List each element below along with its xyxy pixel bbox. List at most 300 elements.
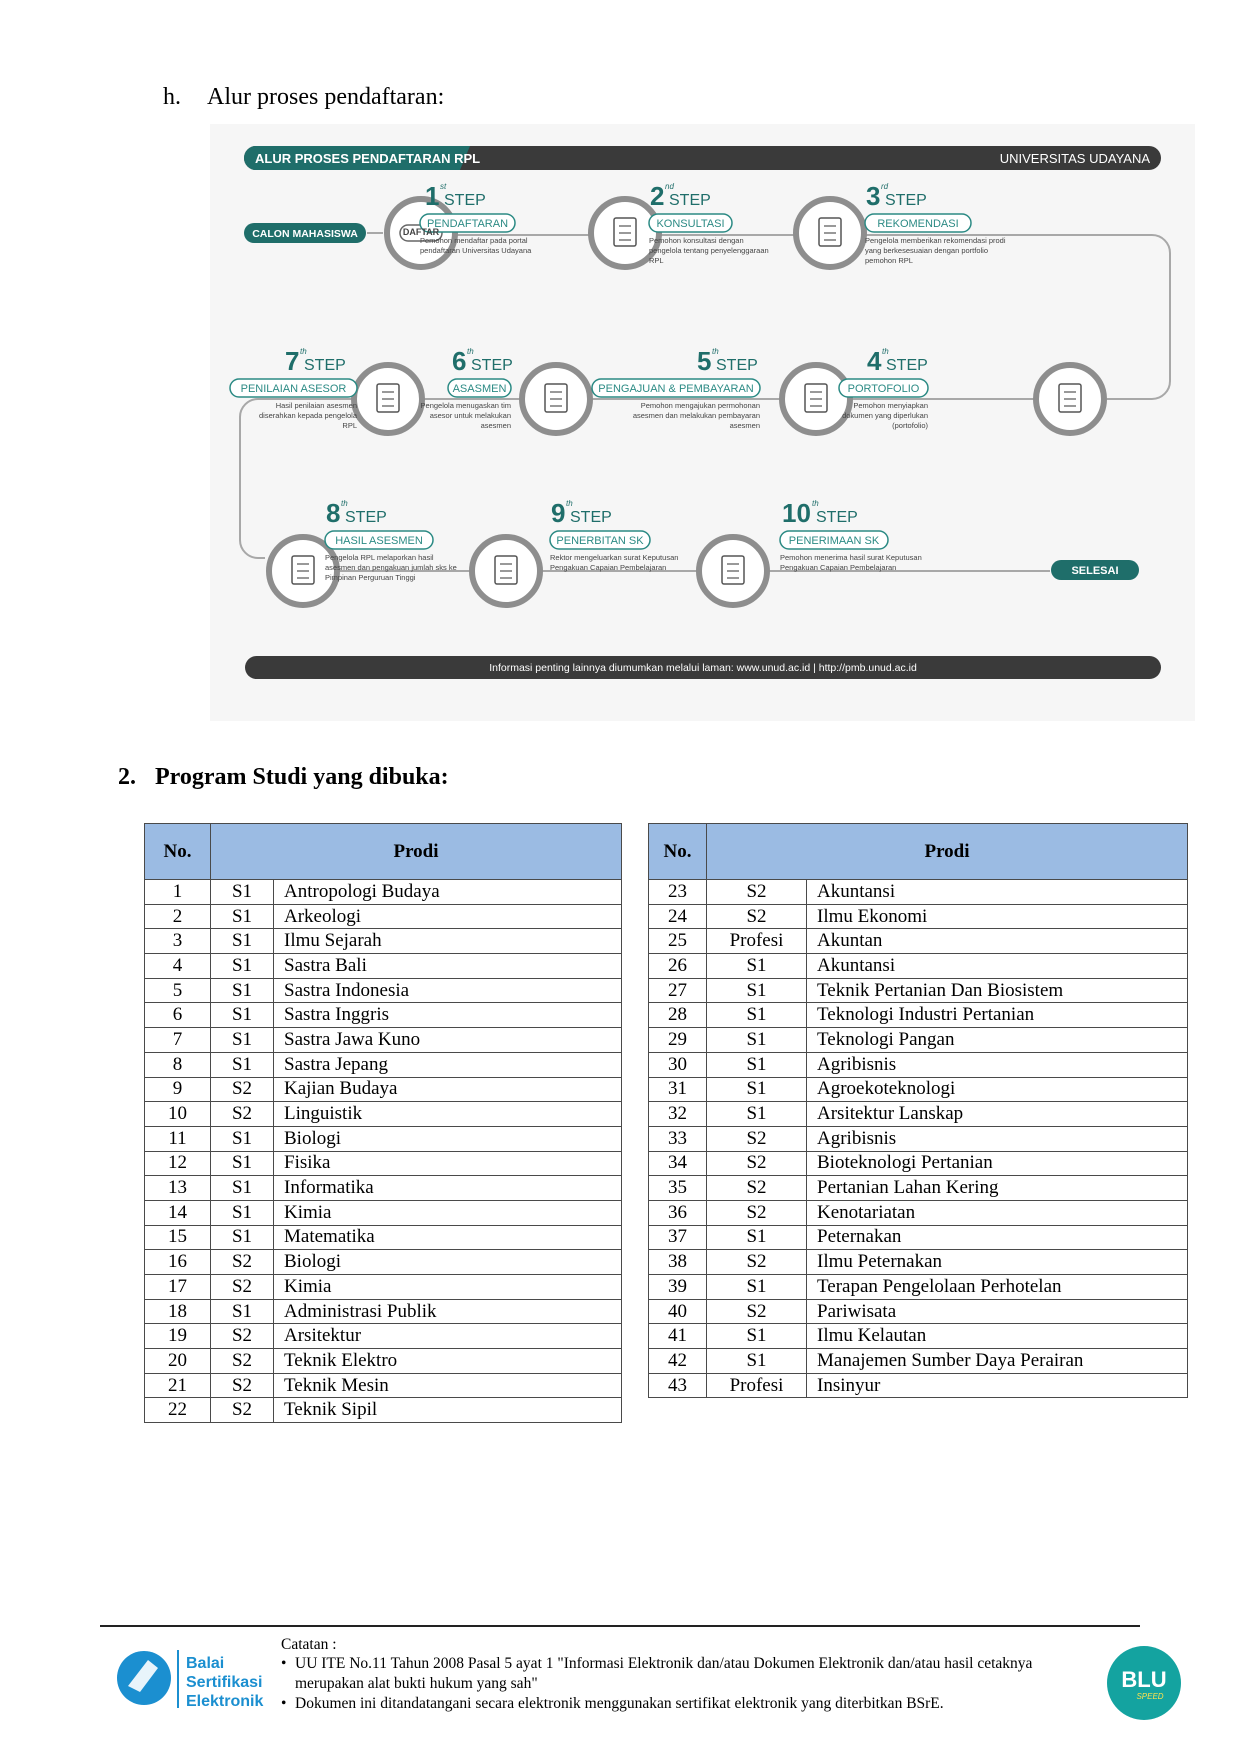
table-row bbox=[649, 1077, 1188, 1102]
footer-divider bbox=[100, 1625, 1140, 1627]
cell-level: S1 bbox=[211, 880, 274, 905]
table-row bbox=[649, 880, 1188, 905]
cell-no: 20 bbox=[145, 1349, 211, 1374]
prodi-table-right bbox=[648, 823, 1188, 1398]
step-number: 3 bbox=[866, 181, 881, 211]
cell-prodi: Terapan Pengelolaan Perhotelan bbox=[807, 1275, 1188, 1300]
step-description-line: asesmen bbox=[729, 421, 760, 430]
cell-no: 5 bbox=[145, 978, 211, 1003]
cell-level: S2 bbox=[707, 1200, 807, 1225]
table-body-right bbox=[649, 880, 1188, 1398]
cell-level: S2 bbox=[211, 1077, 274, 1102]
column-header-no: No. bbox=[145, 824, 211, 880]
step-4-circle-icon bbox=[1036, 365, 1104, 433]
cell-no: 11 bbox=[145, 1126, 211, 1151]
step-description-line: Pemohon menyiapkan bbox=[853, 401, 928, 410]
step-word: STEP bbox=[444, 192, 486, 209]
cell-level: S2 bbox=[707, 1126, 807, 1151]
cell-level: S1 bbox=[707, 978, 807, 1003]
cell-no: 4 bbox=[145, 954, 211, 979]
bullet-icon: • bbox=[281, 1695, 287, 1712]
step-word: STEP bbox=[885, 192, 927, 209]
step-description-line: asesmen bbox=[480, 421, 511, 430]
cell-no: 43 bbox=[649, 1373, 707, 1398]
document-icon bbox=[545, 384, 567, 412]
cell-level: S2 bbox=[707, 1299, 807, 1324]
cell-no: 40 bbox=[649, 1299, 707, 1324]
step-3-label bbox=[865, 181, 1006, 265]
cell-level: S1 bbox=[211, 904, 274, 929]
table-row bbox=[145, 1200, 622, 1225]
cell-no: 38 bbox=[649, 1250, 707, 1275]
cell-no: 7 bbox=[145, 1028, 211, 1053]
column-header-prodi: Prodi bbox=[211, 824, 622, 880]
table-row bbox=[145, 1225, 622, 1250]
table-row bbox=[145, 1102, 622, 1127]
table-row bbox=[649, 1176, 1188, 1201]
cell-no: 37 bbox=[649, 1225, 707, 1250]
table-row bbox=[649, 1299, 1188, 1324]
cell-level: S1 bbox=[707, 1003, 807, 1028]
section-2-number: 2. bbox=[118, 764, 136, 790]
cell-no: 3 bbox=[145, 929, 211, 954]
step-description-line: asesmen dan pengakuan jumlah sks ke bbox=[325, 563, 457, 572]
cell-prodi: Fisika bbox=[274, 1151, 622, 1176]
table-row bbox=[649, 1102, 1188, 1127]
footer-note-item bbox=[281, 1694, 1101, 1714]
cell-level: S1 bbox=[211, 1225, 274, 1250]
step-1-label bbox=[420, 181, 532, 255]
cell-no: 41 bbox=[649, 1324, 707, 1349]
cell-no: 33 bbox=[649, 1126, 707, 1151]
step-number: 2 bbox=[650, 181, 665, 211]
cell-no: 17 bbox=[145, 1275, 211, 1300]
table-row bbox=[145, 1052, 622, 1077]
table-row bbox=[145, 1324, 622, 1349]
step-description-line: Pengelola memberikan rekomendasi prodi bbox=[865, 236, 1006, 245]
table-row bbox=[145, 1077, 622, 1102]
bsre-logo-line2: Sertifikasi bbox=[186, 1674, 263, 1691]
step-5-circle-icon bbox=[782, 365, 850, 433]
step-description-line: diserahkan kepada pengelola bbox=[259, 411, 357, 420]
document-icon bbox=[614, 218, 636, 246]
cell-prodi: Pariwisata bbox=[807, 1299, 1188, 1324]
cell-level: S1 bbox=[707, 1225, 807, 1250]
step-name: PENDAFTARAN bbox=[426, 218, 509, 230]
cell-level: S1 bbox=[707, 1275, 807, 1300]
cell-level: S2 bbox=[211, 1275, 274, 1300]
step-name: PORTOFOLIO bbox=[847, 383, 920, 395]
step-description-line: pengelola tentang penyelenggaraan bbox=[649, 246, 769, 255]
cell-prodi: Teknik Mesin bbox=[274, 1373, 622, 1398]
step-number: 8 bbox=[326, 498, 341, 528]
cell-level: S2 bbox=[211, 1373, 274, 1398]
section-h-label: h. bbox=[163, 84, 181, 110]
document-icon bbox=[292, 556, 314, 584]
step-5-label bbox=[592, 346, 760, 430]
step-word: STEP bbox=[570, 509, 612, 526]
table-row bbox=[145, 1275, 622, 1300]
cell-no: 12 bbox=[145, 1151, 211, 1176]
cell-prodi: Teknik Elektro bbox=[274, 1349, 622, 1374]
cell-level: S1 bbox=[707, 1349, 807, 1374]
cell-level: Profesi bbox=[707, 929, 807, 954]
cell-level: S1 bbox=[211, 1151, 274, 1176]
step-word: STEP bbox=[669, 192, 711, 209]
step-name: PENERBITAN SK bbox=[556, 535, 644, 547]
cell-level: S1 bbox=[707, 954, 807, 979]
cell-prodi: Sastra Indonesia bbox=[274, 978, 622, 1003]
table-row bbox=[145, 954, 622, 979]
document-icon bbox=[805, 384, 827, 412]
step-ordinal: rd bbox=[881, 182, 889, 191]
step-number: 7 bbox=[285, 346, 300, 376]
cell-prodi: Akuntansi bbox=[807, 880, 1188, 905]
cell-no: 9 bbox=[145, 1077, 211, 1102]
table-row bbox=[649, 1200, 1188, 1225]
cell-prodi: Biologi bbox=[274, 1126, 622, 1151]
step-description-line: Pemohon mengajukan permohonan bbox=[640, 401, 760, 410]
cell-level: S2 bbox=[211, 1324, 274, 1349]
cell-prodi: Bioteknologi Pertanian bbox=[807, 1151, 1188, 1176]
cell-prodi: Antropologi Budaya bbox=[274, 880, 622, 905]
table-row bbox=[145, 1250, 622, 1275]
cell-no: 32 bbox=[649, 1102, 707, 1127]
table-row bbox=[145, 880, 622, 905]
step-description-line: Pengakuan Capaian Pembelajaran bbox=[550, 563, 667, 572]
step-word: STEP bbox=[886, 357, 928, 374]
cell-level: S1 bbox=[211, 954, 274, 979]
table-row bbox=[649, 1275, 1188, 1300]
document-icon bbox=[495, 556, 517, 584]
cell-level: S1 bbox=[211, 1028, 274, 1053]
step-9-label bbox=[550, 498, 678, 572]
cell-prodi: Agribisnis bbox=[807, 1052, 1188, 1077]
blu-logo-subtext: SPEED bbox=[1136, 1692, 1164, 1701]
cell-no: 42 bbox=[649, 1349, 707, 1374]
step-ordinal: th bbox=[882, 347, 889, 356]
cell-no: 13 bbox=[145, 1176, 211, 1201]
step-number: 6 bbox=[452, 346, 467, 376]
document-icon bbox=[722, 556, 744, 584]
cell-no: 39 bbox=[649, 1275, 707, 1300]
cell-prodi: Matematika bbox=[274, 1225, 622, 1250]
cell-prodi: Kimia bbox=[274, 1200, 622, 1225]
cell-prodi: Arsitektur Lanskap bbox=[807, 1102, 1188, 1127]
step-4-label bbox=[839, 346, 928, 430]
cell-no: 21 bbox=[145, 1373, 211, 1398]
step-name: ASASMEN bbox=[452, 383, 507, 395]
table-row bbox=[145, 904, 622, 929]
bsre-logo bbox=[114, 1638, 274, 1718]
column-header-no: No. bbox=[649, 824, 707, 880]
cell-prodi: Teknik Pertanian Dan Biosistem bbox=[807, 978, 1188, 1003]
step-ordinal: th bbox=[341, 499, 348, 508]
cell-no: 35 bbox=[649, 1176, 707, 1201]
step-description-line: Pimpinan Perguruan Tinggi bbox=[325, 573, 416, 582]
step-word: STEP bbox=[304, 357, 346, 374]
table-header-row bbox=[649, 824, 1188, 880]
step-description-line: Pemohon mendaftar pada portal bbox=[420, 236, 528, 245]
cell-no: 26 bbox=[649, 954, 707, 979]
cell-no: 24 bbox=[649, 904, 707, 929]
step-number: 4 bbox=[867, 346, 882, 376]
step-ordinal: th bbox=[812, 499, 819, 508]
table-row bbox=[145, 1126, 622, 1151]
cell-prodi: Ilmu Ekonomi bbox=[807, 904, 1188, 929]
step-name: PENILAIAN ASESOR bbox=[240, 383, 347, 395]
cell-level: S1 bbox=[707, 1052, 807, 1077]
table-header-row bbox=[145, 824, 622, 880]
table-row bbox=[145, 1349, 622, 1374]
step-10-label bbox=[780, 498, 922, 572]
cell-prodi: Teknologi Pangan bbox=[807, 1028, 1188, 1053]
step-description-line: Hasil penilaian asesmen bbox=[275, 401, 357, 410]
step-6-circle-icon bbox=[522, 365, 590, 433]
document-icon bbox=[1059, 384, 1081, 412]
step-word: STEP bbox=[471, 357, 513, 374]
bullet-icon: • bbox=[281, 1655, 287, 1672]
step-ordinal: th bbox=[300, 347, 307, 356]
cell-no: 23 bbox=[649, 880, 707, 905]
prodi-table-left bbox=[144, 823, 622, 1423]
step-name: KONSULTASI bbox=[656, 218, 725, 230]
footer-note-text: UU ITE No.11 Tahun 2008 Pasal 5 ayat 1 "Informasi Elektronik dan/atau Dokumen Elektronik dan/atau hasil cetaknya merupakan alat bukti hukum yang sah" bbox=[295, 1655, 1033, 1692]
step-description-line: asesor untuk melakukan bbox=[429, 411, 511, 420]
table-row bbox=[649, 904, 1188, 929]
cell-prodi: Kenotariatan bbox=[807, 1200, 1188, 1225]
cell-level: S2 bbox=[707, 904, 807, 929]
registration-flow-infographic bbox=[210, 124, 1195, 721]
cell-prodi: Arkeologi bbox=[274, 904, 622, 929]
table-row bbox=[145, 1398, 622, 1423]
cell-level: S1 bbox=[211, 1200, 274, 1225]
step-10-circle-icon bbox=[699, 537, 767, 605]
footer-note-text: Dokumen ini ditandatangani secara elektronik menggunakan sertifikat elektronik yang diterbitkan BSrE. bbox=[295, 1695, 944, 1712]
table-row bbox=[649, 1225, 1188, 1250]
cell-no: 14 bbox=[145, 1200, 211, 1225]
infographic-footer-text: Informasi penting lainnya diumumkan melalui laman: www.unud.ac.id | http://pmb.unud.ac.id bbox=[489, 662, 917, 674]
blu-logo-text: BLU bbox=[1121, 1667, 1167, 1692]
cell-level: S2 bbox=[211, 1250, 274, 1275]
cell-no: 10 bbox=[145, 1102, 211, 1127]
table-row bbox=[649, 1151, 1188, 1176]
cell-no: 19 bbox=[145, 1324, 211, 1349]
cell-no: 2 bbox=[145, 904, 211, 929]
cell-prodi: Linguistik bbox=[274, 1102, 622, 1127]
cell-prodi: Peternakan bbox=[807, 1225, 1188, 1250]
cell-prodi: Manajemen Sumber Daya Perairan bbox=[807, 1349, 1188, 1374]
step-description-line: yang berkesesuaian dengan portfolio bbox=[865, 246, 989, 255]
step-name: PENGAJUAN & PEMBAYARAN bbox=[598, 383, 754, 395]
cell-no: 31 bbox=[649, 1077, 707, 1102]
cell-prodi: Arsitektur bbox=[274, 1324, 622, 1349]
table-row bbox=[649, 1250, 1188, 1275]
cell-level: S1 bbox=[211, 978, 274, 1003]
cell-level: S1 bbox=[211, 1126, 274, 1151]
cell-no: 30 bbox=[649, 1052, 707, 1077]
cell-level: S1 bbox=[211, 1176, 274, 1201]
cell-prodi: Akuntan bbox=[807, 929, 1188, 954]
step-number: 1 bbox=[425, 181, 440, 211]
step-description-line: RPL bbox=[342, 421, 357, 430]
table-row bbox=[649, 954, 1188, 979]
table-row bbox=[145, 1373, 622, 1398]
step-number: 9 bbox=[551, 498, 566, 528]
cell-level: S1 bbox=[211, 1052, 274, 1077]
table-row bbox=[145, 1028, 622, 1053]
section-2-heading bbox=[118, 764, 449, 791]
cell-no: 22 bbox=[145, 1398, 211, 1423]
step-number: 10 bbox=[782, 498, 811, 528]
footer-note-title: Catatan : bbox=[281, 1636, 337, 1653]
cell-prodi: Administrasi Publik bbox=[274, 1299, 622, 1324]
cell-level: Profesi bbox=[707, 1373, 807, 1398]
step-description-line: pemohon RPL bbox=[865, 256, 913, 265]
cell-prodi: Pertanian Lahan Kering bbox=[807, 1176, 1188, 1201]
table-body-left bbox=[145, 880, 622, 1423]
cell-no: 18 bbox=[145, 1299, 211, 1324]
cell-prodi: Ilmu Kelautan bbox=[807, 1324, 1188, 1349]
cell-prodi: Sastra Jepang bbox=[274, 1052, 622, 1077]
table-row bbox=[145, 978, 622, 1003]
footer-note-item bbox=[281, 1654, 1101, 1694]
step-description-line: Pemohon menerima hasil surat Keputusan bbox=[780, 553, 922, 562]
step-description-line: (portofolio) bbox=[892, 421, 928, 430]
step-ordinal: nd bbox=[665, 182, 674, 191]
step-name: REKOMENDASI bbox=[877, 218, 959, 230]
step-9-circle-icon bbox=[472, 537, 540, 605]
daftar-icon-text: DAFTAR bbox=[402, 227, 440, 237]
table-row bbox=[649, 978, 1188, 1003]
cell-prodi: Teknik Sipil bbox=[274, 1398, 622, 1423]
column-header-prodi: Prodi bbox=[707, 824, 1188, 880]
cell-no: 34 bbox=[649, 1151, 707, 1176]
table-row bbox=[145, 1003, 622, 1028]
cell-prodi: Insinyur bbox=[807, 1373, 1188, 1398]
cell-no: 25 bbox=[649, 929, 707, 954]
section-h-title: Alur proses pendaftaran: bbox=[207, 84, 445, 110]
infographic-canvas bbox=[210, 124, 1195, 721]
step-description-line: Pengelola RPL melaporkan hasil bbox=[325, 553, 434, 562]
step-description-line: Pengelola menugaskan tim bbox=[420, 401, 511, 410]
cell-level: S1 bbox=[707, 1102, 807, 1127]
cell-prodi: Akuntansi bbox=[807, 954, 1188, 979]
step-name: HASIL ASESMEN bbox=[335, 535, 423, 547]
cell-no: 29 bbox=[649, 1028, 707, 1053]
cell-level: S2 bbox=[707, 1250, 807, 1275]
step-8-label bbox=[325, 498, 457, 582]
step-description-line: dokumen yang diperlukan bbox=[842, 411, 928, 420]
table-row bbox=[649, 1028, 1188, 1053]
step-3-circle-icon bbox=[796, 199, 864, 267]
bsre-logo-line1: Balai bbox=[186, 1655, 225, 1672]
cell-level: S2 bbox=[707, 1176, 807, 1201]
step-word: STEP bbox=[816, 509, 858, 526]
step-name: PENERIMAAN SK bbox=[788, 535, 880, 547]
cell-level: S2 bbox=[211, 1398, 274, 1423]
cell-no: 27 bbox=[649, 978, 707, 1003]
step-ordinal: th bbox=[712, 347, 719, 356]
bsre-logo-line3: Elektronik bbox=[186, 1693, 264, 1710]
table-row bbox=[649, 1349, 1188, 1374]
cell-no: 16 bbox=[145, 1250, 211, 1275]
step-word: STEP bbox=[716, 357, 758, 374]
step-2-label bbox=[649, 181, 769, 265]
table-row bbox=[145, 1151, 622, 1176]
cell-level: S1 bbox=[211, 1299, 274, 1324]
cell-prodi: Sastra Bali bbox=[274, 954, 622, 979]
step-ordinal: st bbox=[440, 182, 447, 191]
cell-prodi: Kajian Budaya bbox=[274, 1077, 622, 1102]
step-6-label bbox=[421, 346, 513, 430]
cell-prodi: Teknologi Industri Pertanian bbox=[807, 1003, 1188, 1028]
infographic-header-university: UNIVERSITAS UDAYANA bbox=[999, 151, 1150, 166]
cell-prodi: Agroekoteknologi bbox=[807, 1077, 1188, 1102]
cell-level: S2 bbox=[707, 880, 807, 905]
step-7-circle-icon bbox=[354, 365, 422, 433]
step-description-line: Rektor mengeluarkan surat Keputusan bbox=[550, 553, 679, 562]
cell-level: S1 bbox=[211, 1003, 274, 1028]
cell-prodi: Agribisnis bbox=[807, 1126, 1188, 1151]
document-icon bbox=[377, 384, 399, 412]
infographic-header-title: ALUR PROSES PENDAFTARAN RPL bbox=[255, 151, 481, 166]
start-label-text: CALON MAHASISWA bbox=[252, 228, 358, 240]
table-row bbox=[145, 929, 622, 954]
cell-prodi: Ilmu Sejarah bbox=[274, 929, 622, 954]
cell-level: S2 bbox=[211, 1349, 274, 1374]
blu-speed-logo bbox=[1106, 1645, 1182, 1721]
step-description-line: RPL bbox=[649, 256, 664, 265]
table-row bbox=[649, 929, 1188, 954]
table-row bbox=[145, 1299, 622, 1324]
cell-level: S2 bbox=[707, 1151, 807, 1176]
cell-prodi: Informatika bbox=[274, 1176, 622, 1201]
table-row bbox=[145, 1176, 622, 1201]
step-number: 5 bbox=[697, 346, 712, 376]
document-icon bbox=[819, 218, 841, 246]
cell-no: 1 bbox=[145, 880, 211, 905]
table-row bbox=[649, 1126, 1188, 1151]
section-2-title: Program Studi yang dibuka: bbox=[155, 764, 449, 790]
cell-level: S2 bbox=[211, 1102, 274, 1127]
end-label-text: SELESAI bbox=[1071, 565, 1119, 577]
table-row bbox=[649, 1003, 1188, 1028]
cell-prodi: Ilmu Peternakan bbox=[807, 1250, 1188, 1275]
step-word: STEP bbox=[345, 509, 387, 526]
table-row bbox=[649, 1052, 1188, 1077]
cell-no: 28 bbox=[649, 1003, 707, 1028]
cell-level: S1 bbox=[707, 1077, 807, 1102]
step-7-label bbox=[230, 346, 358, 430]
step-ordinal: th bbox=[467, 347, 474, 356]
table-row bbox=[649, 1324, 1188, 1349]
cell-level: S1 bbox=[707, 1028, 807, 1053]
cell-prodi: Sastra Inggris bbox=[274, 1003, 622, 1028]
cell-prodi: Kimia bbox=[274, 1275, 622, 1300]
cell-no: 15 bbox=[145, 1225, 211, 1250]
cell-prodi: Sastra Jawa Kuno bbox=[274, 1028, 622, 1053]
step-ordinal: th bbox=[566, 499, 573, 508]
step-description-line: asesmen dan melakukan pembayaran bbox=[632, 411, 760, 420]
table-row bbox=[649, 1373, 1188, 1398]
cell-no: 8 bbox=[145, 1052, 211, 1077]
step-description-line: Pemohon konsultasi dengan bbox=[649, 236, 744, 245]
cell-level: S1 bbox=[707, 1324, 807, 1349]
step-description-line: Pengakuan Capaian Pembelajaran bbox=[780, 563, 897, 572]
cell-level: S1 bbox=[211, 929, 274, 954]
cell-prodi: Biologi bbox=[274, 1250, 622, 1275]
